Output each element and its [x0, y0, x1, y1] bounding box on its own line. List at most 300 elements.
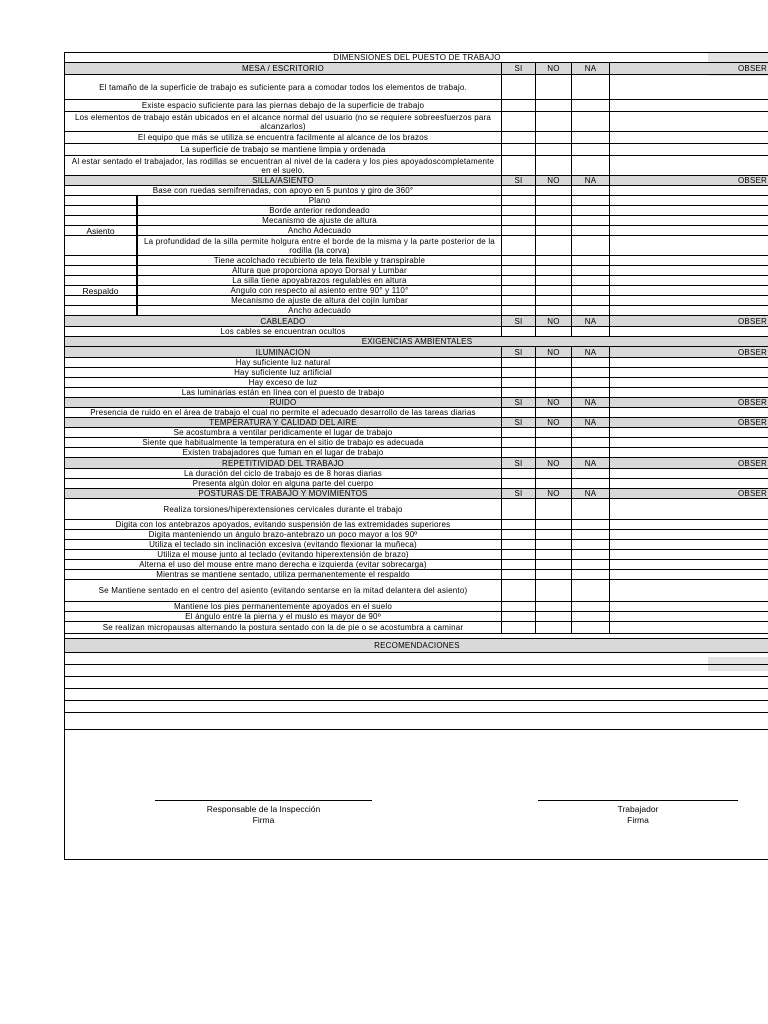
observation-field[interactable]	[609, 428, 768, 437]
recomendacion-line[interactable]	[65, 713, 768, 730]
checkbox-si[interactable]	[501, 378, 535, 387]
checklist-row	[65, 622, 768, 634]
checkbox-no[interactable]	[535, 216, 571, 225]
observation-field[interactable]	[609, 408, 768, 417]
checkbox-no[interactable]	[535, 186, 571, 195]
checkbox-na[interactable]	[571, 196, 609, 205]
section-header: REPETITIVIDAD DEL TRABAJO	[65, 458, 501, 468]
observation-field[interactable]	[609, 266, 768, 275]
col-obs-header: OBSER	[609, 316, 768, 326]
checkbox-na[interactable]	[571, 622, 609, 633]
checkbox-si[interactable]	[501, 75, 535, 99]
item-description: Realiza torsiones/hiperextensiones cervicales durante el trabajo	[163, 504, 403, 514]
item-description: Ancho Adecuado	[137, 226, 501, 235]
recomendacion-line[interactable]	[65, 689, 768, 701]
col-na-header: NA	[571, 347, 609, 357]
checkbox-no[interactable]	[535, 438, 571, 447]
checkbox-na[interactable]	[571, 550, 609, 559]
checkbox-si[interactable]	[501, 560, 535, 569]
observation-field[interactable]	[609, 196, 768, 205]
recomendacion-line[interactable]	[65, 701, 768, 713]
checkbox-si[interactable]	[501, 327, 535, 336]
item-description: La duración del ciclo de trabajo es de 8 horas diarias	[183, 469, 383, 478]
observation-field[interactable]	[609, 570, 768, 579]
item-description: El tamaño de la superficie de trabajo es suficiente para a comodar todos los elementos de trabajo.	[99, 82, 467, 92]
checklist-row	[65, 469, 768, 479]
checkbox-si[interactable]	[501, 296, 535, 305]
mesa-header-row	[65, 63, 768, 75]
item-description: Las luminarias están en línea con el puesto de trabajo	[181, 388, 385, 397]
checkbox-si[interactable]	[501, 570, 535, 579]
checkbox-na[interactable]	[571, 540, 609, 549]
item-description: Presenta algún dolor en alguna parte del cuerpo	[192, 479, 374, 488]
item-description: Utiliza el teclado sin inclinación excesiva (evitando flexionar la muñeca)	[149, 540, 417, 549]
observation-field[interactable]	[609, 358, 768, 367]
recomendacion-line[interactable]	[65, 677, 768, 689]
checkbox-si[interactable]	[501, 602, 535, 611]
checkbox-si[interactable]	[501, 612, 535, 621]
checkbox-na[interactable]	[571, 306, 609, 315]
col-obs-header: OBSER	[609, 398, 768, 407]
checkbox-na[interactable]	[571, 479, 609, 488]
checklist-row	[65, 612, 768, 622]
item-description: Existen trabajadores que fuman en el lugar de trabajo	[182, 448, 384, 457]
observation-field[interactable]	[609, 540, 768, 549]
item-description: Base con ruedas semifrenadas, con apoyo en 5 puntos y giro de 360°	[152, 186, 414, 195]
col-no-header: NO	[535, 176, 571, 185]
checkbox-si[interactable]	[501, 216, 535, 225]
observation-field[interactable]	[609, 388, 768, 397]
checkbox-no[interactable]	[535, 256, 571, 265]
checkbox-si[interactable]	[501, 256, 535, 265]
col-obs-header: OBSER	[609, 347, 768, 357]
checkbox-na[interactable]	[571, 156, 609, 175]
col-obs-header: OBSER	[609, 418, 768, 427]
checklist-row	[65, 358, 768, 368]
col-no-header: NO	[535, 398, 571, 407]
checkbox-no[interactable]	[535, 144, 571, 155]
checkbox-si[interactable]	[501, 540, 535, 549]
checkbox-na[interactable]	[571, 226, 609, 235]
checklist-row	[65, 388, 768, 398]
col-na-header: NA	[571, 489, 609, 498]
item-description: Tiene acolchado recubierto de tela flexible y transpirable	[137, 256, 501, 265]
checklist-row	[65, 276, 768, 286]
item-description: Los elementos de trabajo están ubicados en el alcance normal del usuario (no se requiere sobreesfuerzos para alcanzarlos)	[74, 112, 492, 131]
checklist-row	[65, 296, 768, 306]
checkbox-no[interactable]	[535, 612, 571, 621]
observation-field[interactable]	[609, 75, 768, 99]
checkbox-no[interactable]	[535, 266, 571, 275]
checkbox-na[interactable]	[571, 327, 609, 336]
observation-field[interactable]	[609, 378, 768, 387]
observation-field[interactable]	[609, 560, 768, 569]
checklist-row	[65, 520, 768, 530]
checklist-row	[65, 75, 768, 100]
col-no-header: NO	[535, 316, 571, 326]
checkbox-no[interactable]	[535, 276, 571, 285]
checklist-row	[65, 186, 768, 196]
checkbox-no[interactable]	[535, 560, 571, 569]
checklist-row	[65, 286, 768, 296]
checklist-row	[65, 156, 768, 176]
col-obs-header: OBSER	[609, 63, 768, 74]
col-na-header: NA	[571, 458, 609, 468]
checkbox-si[interactable]	[501, 132, 535, 143]
recomendacion-line[interactable]	[65, 665, 768, 677]
checkbox-si[interactable]	[501, 388, 535, 397]
inspection-form	[64, 52, 768, 860]
section-header: CABLEADO	[65, 316, 501, 326]
observation-field[interactable]	[609, 286, 768, 295]
checkbox-na[interactable]	[571, 296, 609, 305]
checkbox-na[interactable]	[571, 206, 609, 215]
checkbox-no[interactable]	[535, 448, 571, 457]
checkbox-no[interactable]	[535, 296, 571, 305]
observation-field[interactable]	[609, 520, 768, 529]
checklist-row	[65, 306, 768, 316]
silla-header-row	[65, 176, 768, 186]
recomendaciones-header-row	[65, 639, 768, 653]
observation-field[interactable]	[609, 306, 768, 315]
col-si-header: SI	[501, 418, 535, 427]
cableado-header-row	[65, 316, 768, 327]
checkbox-no[interactable]	[535, 622, 571, 633]
item-description: Existe espacio suficiente para las piernas debajo de la superficie de trabajo	[141, 101, 425, 110]
checklist-row	[65, 144, 768, 156]
col-si-header: SI	[501, 458, 535, 468]
checkbox-na[interactable]	[571, 266, 609, 275]
checklist-row	[65, 530, 768, 540]
item-description: Hay suficiente luz natural	[235, 358, 331, 367]
item-description: Digita con los antebrazos apoyados, evitando suspensión de las extremidades superiores	[115, 520, 451, 529]
checkbox-si[interactable]	[501, 306, 535, 315]
checklist-row	[65, 378, 768, 388]
checkbox-si[interactable]	[501, 368, 535, 377]
item-description: Mecanismo de ajuste de altura del cojín lumbar	[137, 296, 501, 305]
repetitividad-header-row	[65, 458, 768, 469]
checkbox-na[interactable]	[571, 276, 609, 285]
checkbox-na[interactable]	[571, 75, 609, 99]
col-no-header: NO	[535, 489, 571, 498]
posturas-header-row	[65, 489, 768, 499]
checklist-row	[65, 327, 768, 337]
checkbox-si[interactable]	[501, 156, 535, 175]
checkbox-si[interactable]	[501, 266, 535, 275]
checklist-row	[65, 256, 768, 266]
checkbox-na[interactable]	[571, 388, 609, 397]
checkbox-na[interactable]	[571, 358, 609, 367]
checkbox-na[interactable]	[571, 560, 609, 569]
observation-field[interactable]	[609, 550, 768, 559]
signature-role-left: Responsable de la Inspección	[206, 804, 321, 814]
observation-field[interactable]	[609, 112, 768, 131]
checkbox-no[interactable]	[535, 550, 571, 559]
recomendacion-line[interactable]	[65, 653, 768, 665]
checkbox-no[interactable]	[535, 100, 571, 111]
section-header: TEMPERATURA Y CALIDAD DEL AIRE	[65, 418, 501, 427]
checklist-row	[65, 226, 768, 236]
checkbox-na[interactable]	[571, 132, 609, 143]
item-description: Hay exceso de luz	[248, 378, 318, 387]
ambientales-band-row	[65, 337, 768, 347]
item-description: Altura que proporciona apoyo Dorsal y Lumbar	[137, 266, 501, 275]
checkbox-na[interactable]	[571, 408, 609, 417]
item-description: Siente que habitualmente la temperatura en el sitio de trabajo es adecuada	[142, 438, 424, 447]
col-obs-header: OBSER	[609, 489, 768, 498]
checkbox-si[interactable]	[501, 438, 535, 447]
checkbox-no[interactable]	[535, 520, 571, 529]
checkbox-na[interactable]	[571, 428, 609, 437]
checkbox-si[interactable]	[501, 469, 535, 478]
checkbox-no[interactable]	[535, 428, 571, 437]
checkbox-no[interactable]	[535, 368, 571, 377]
section-header: ILUMINACION	[65, 347, 501, 357]
item-description: Utiliza el mouse junto al teclado (evitando hiperextensión de brazo)	[157, 550, 409, 559]
col-si-header: SI	[501, 398, 535, 407]
checkbox-na[interactable]	[571, 112, 609, 131]
checklist-row	[65, 408, 768, 418]
checkbox-na[interactable]	[571, 256, 609, 265]
item-description: Borde anterior redondeado	[137, 206, 501, 215]
item-description: Al estar sentado el trabajador, las rodillas se encuentran al nivel de la cadera y los pies apoyadoscompletamente en el suelo.	[71, 156, 495, 175]
observation-field[interactable]	[609, 368, 768, 377]
col-no-header: NO	[535, 347, 571, 357]
checkbox-si[interactable]	[501, 520, 535, 529]
checkbox-no[interactable]	[535, 530, 571, 539]
item-description: Se realizan micropausas alternando la postura sentado con la de pie o se acostumbra a caminar	[102, 623, 464, 632]
checkbox-no[interactable]	[535, 206, 571, 215]
signature-line-right	[538, 800, 738, 801]
checkbox-no[interactable]	[535, 156, 571, 175]
checkbox-si[interactable]	[501, 550, 535, 559]
checkbox-no[interactable]	[535, 378, 571, 387]
checkbox-no[interactable]	[535, 358, 571, 367]
checklist-row	[65, 266, 768, 276]
ruido-header-row	[65, 398, 768, 408]
observation-field[interactable]	[609, 100, 768, 111]
checkbox-si[interactable]	[501, 530, 535, 539]
checkbox-na[interactable]	[571, 438, 609, 447]
checklist-row	[65, 602, 768, 612]
checkbox-na[interactable]	[571, 612, 609, 621]
signature-firma-left: Firma	[252, 815, 275, 825]
observation-field[interactable]	[609, 236, 768, 255]
observation-field[interactable]	[609, 186, 768, 195]
observation-field[interactable]	[609, 256, 768, 265]
observation-field[interactable]	[609, 226, 768, 235]
checklist-row	[65, 196, 768, 206]
item-description: Plano	[137, 196, 501, 205]
checkbox-si[interactable]	[501, 499, 535, 519]
observation-field[interactable]	[609, 276, 768, 285]
checklist-row	[65, 132, 768, 144]
checklist-row	[65, 236, 768, 256]
observation-field[interactable]	[609, 622, 768, 633]
col-si-header: SI	[501, 63, 535, 74]
item-description: La superficie de trabajo se mantiene limpia y ordenada	[180, 145, 386, 154]
iluminacion-header-row	[65, 347, 768, 358]
checkbox-si[interactable]	[501, 186, 535, 195]
checkbox-no[interactable]	[535, 540, 571, 549]
checkbox-no[interactable]	[535, 602, 571, 611]
checklist-row	[65, 100, 768, 112]
item-description: Se Mantiene sentado en el centro del asiento (evitando sentarse en la mitad delantera del asiento)	[98, 586, 468, 595]
checkbox-no[interactable]	[535, 226, 571, 235]
checkbox-si[interactable]	[501, 448, 535, 457]
side-label-asiento: Asiento	[65, 196, 137, 266]
checkbox-na[interactable]	[571, 580, 609, 601]
checklist-row	[65, 540, 768, 550]
col-no-header: NO	[535, 63, 571, 74]
checklist-row	[65, 479, 768, 489]
observation-field[interactable]	[609, 296, 768, 305]
item-description: Presencia de ruido en el área de trabajo el cual no permite el adecuado desarrollo de las tareas diarias	[90, 408, 476, 417]
checkbox-si[interactable]	[501, 112, 535, 131]
checklist-row	[65, 112, 768, 132]
section-header: POSTURAS DE TRABAJO Y MOVIMIENTOS	[65, 489, 501, 498]
observation-field[interactable]	[609, 530, 768, 539]
checkbox-no[interactable]	[535, 112, 571, 131]
checkbox-no[interactable]	[535, 499, 571, 519]
checkbox-no[interactable]	[535, 236, 571, 255]
observation-field[interactable]	[609, 206, 768, 215]
form-title: DIMENSIONES DEL PUESTO DE TRABAJO	[333, 53, 501, 62]
checkbox-na[interactable]	[571, 186, 609, 195]
checkbox-na[interactable]	[571, 286, 609, 295]
checkbox-na[interactable]	[571, 216, 609, 225]
checkbox-no[interactable]	[535, 196, 571, 205]
signature-line-left	[155, 800, 372, 801]
recomendaciones-header: RECOMENDACIONES	[65, 639, 768, 652]
checkbox-no[interactable]	[535, 408, 571, 417]
checkbox-no[interactable]	[535, 75, 571, 99]
observation-field[interactable]	[609, 327, 768, 336]
checklist-row	[65, 216, 768, 226]
checklist-row	[65, 438, 768, 448]
checkbox-no[interactable]	[535, 580, 571, 601]
checklist-row	[65, 448, 768, 458]
observation-field[interactable]	[609, 580, 768, 601]
checkbox-no[interactable]	[535, 469, 571, 478]
col-obs-header: OBSER	[609, 176, 768, 185]
col-no-header: NO	[535, 418, 571, 427]
observation-field[interactable]	[609, 132, 768, 143]
col-obs-header: OBSER	[609, 458, 768, 468]
signature-firma-right: Firma	[627, 815, 649, 825]
item-description: Ancho adecuado	[137, 306, 501, 315]
observation-field[interactable]	[609, 479, 768, 488]
observation-field[interactable]	[609, 499, 768, 519]
checkbox-na[interactable]	[571, 530, 609, 539]
checkbox-si[interactable]	[501, 226, 535, 235]
checkbox-si[interactable]	[501, 580, 535, 601]
item-description: Se acostumbra a ventilar peridicamente el lugar de trabajo	[173, 428, 393, 437]
checklist-row	[65, 580, 768, 602]
checkbox-na[interactable]	[571, 469, 609, 478]
checkbox-si[interactable]	[501, 358, 535, 367]
checkbox-na[interactable]	[571, 448, 609, 457]
checkbox-si[interactable]	[501, 144, 535, 155]
item-description: Mantiene los pies permanentemente apoyados en el suelo	[173, 602, 393, 611]
observation-field[interactable]	[609, 144, 768, 155]
item-description: Mecanismo de ajuste de altura	[137, 216, 501, 225]
checkbox-si[interactable]	[501, 276, 535, 285]
item-description: La profundidad de la silla permite holgura entre el borde de la misma y la parte posterior de la rodilla (la corva)	[137, 236, 501, 255]
checkbox-na[interactable]	[571, 570, 609, 579]
checkbox-si[interactable]	[501, 196, 535, 205]
col-si-header: SI	[501, 176, 535, 185]
checkbox-si[interactable]	[501, 286, 535, 295]
observation-field[interactable]	[609, 602, 768, 611]
section-band: EXIGENCIAS AMBIENTALES	[65, 337, 768, 346]
checkbox-no[interactable]	[535, 132, 571, 143]
section-header: MESA / ESCRITORIO	[65, 63, 501, 74]
col-na-header: NA	[571, 176, 609, 185]
checkbox-no[interactable]	[535, 479, 571, 488]
form-title-row	[65, 53, 768, 63]
signature-label-left	[155, 804, 372, 826]
checkbox-si[interactable]	[501, 479, 535, 488]
checkbox-si[interactable]	[501, 100, 535, 111]
col-na-header: NA	[571, 63, 609, 74]
observation-field[interactable]	[609, 612, 768, 621]
item-description: El equipo que más se utiliza se encuentra facilmente al alcance de los brazos	[137, 133, 429, 142]
item-description: Los cables se encuentran ocultos	[220, 327, 346, 336]
observation-field[interactable]	[609, 438, 768, 447]
col-na-header: NA	[571, 418, 609, 427]
section-header: RUIDO	[65, 398, 501, 407]
checkbox-no[interactable]	[535, 286, 571, 295]
col-na-header: NA	[571, 398, 609, 407]
checkbox-na[interactable]	[571, 144, 609, 155]
checklist-row	[65, 428, 768, 438]
checkbox-si[interactable]	[501, 408, 535, 417]
checklist-row	[65, 560, 768, 570]
checkbox-na[interactable]	[571, 499, 609, 519]
observation-field[interactable]	[609, 156, 768, 175]
observation-field[interactable]	[609, 448, 768, 457]
checkbox-si[interactable]	[501, 206, 535, 215]
checklist-row	[65, 570, 768, 580]
checkbox-si[interactable]	[501, 428, 535, 437]
item-description: Angulo con respecto al asiento entre 90° y 110°	[137, 286, 501, 295]
checkbox-na[interactable]	[571, 236, 609, 255]
signature-label-right	[538, 804, 738, 826]
checkbox-na[interactable]	[571, 520, 609, 529]
checkbox-no[interactable]	[535, 570, 571, 579]
item-description: Digita manteniendo un ángulo brazo-antebrazo un poco mayor a los 90º	[148, 530, 418, 539]
temperatura-header-row	[65, 418, 768, 428]
checkbox-na[interactable]	[571, 378, 609, 387]
checkbox-si[interactable]	[501, 622, 535, 633]
checkbox-na[interactable]	[571, 368, 609, 377]
checkbox-si[interactable]	[501, 236, 535, 255]
observation-field[interactable]	[609, 216, 768, 225]
checkbox-na[interactable]	[571, 602, 609, 611]
col-si-header: SI	[501, 489, 535, 498]
col-no-header: NO	[535, 458, 571, 468]
checklist-row	[65, 499, 768, 520]
section-header: SILLA/ASIENTO	[65, 176, 501, 185]
checkbox-no[interactable]	[535, 327, 571, 336]
observation-field[interactable]	[609, 469, 768, 478]
checkbox-no[interactable]	[535, 388, 571, 397]
side-label-respaldo: Respaldo	[65, 266, 137, 316]
checkbox-na[interactable]	[571, 100, 609, 111]
checkbox-no[interactable]	[535, 306, 571, 315]
checklist-row	[65, 550, 768, 560]
